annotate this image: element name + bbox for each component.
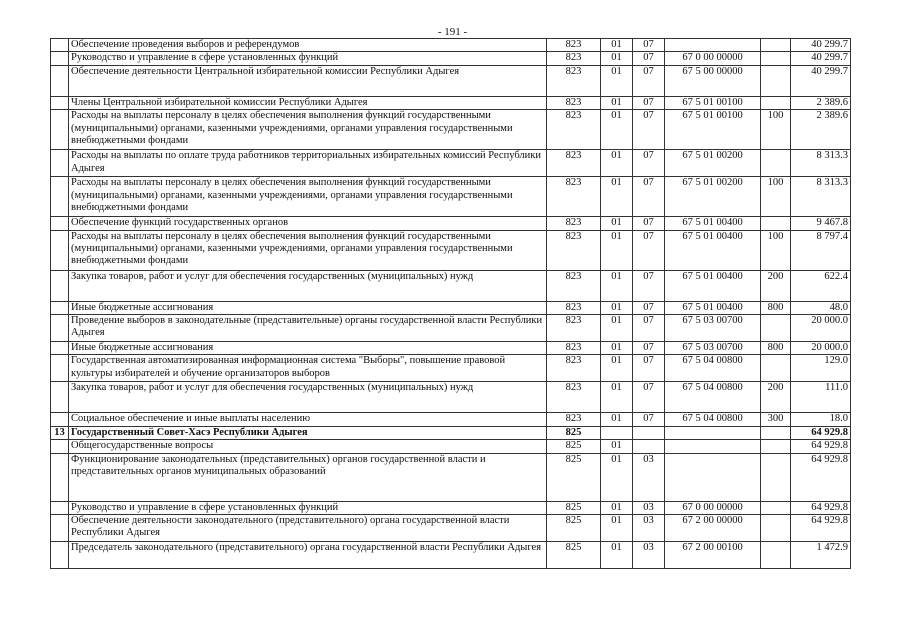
row-number (51, 96, 69, 109)
row-podrazdel: 03 (633, 515, 665, 542)
row-razdel: 01 (601, 355, 633, 382)
row-name: Государственный Совет-Хасэ Республики Адыгея (69, 426, 547, 439)
row-celevaya-statya: 67 5 01 00200 (665, 177, 761, 217)
row-celevaya-statya: 67 5 03 00700 (665, 315, 761, 342)
row-number: 13 (51, 426, 69, 439)
row-celevaya-statya: 67 5 04 00800 (665, 382, 761, 413)
row-razdel: 01 (601, 440, 633, 453)
row-number (51, 382, 69, 413)
table-row (51, 426, 851, 439)
row-celevaya-statya: 67 5 04 00800 (665, 413, 761, 426)
row-name: Общегосударственные вопросы (69, 440, 547, 453)
row-sum: 9 467.8 (791, 217, 851, 230)
row-celevaya-statya: 67 5 01 00100 (665, 110, 761, 150)
row-vid-rashodov: 200 (761, 270, 791, 301)
table-row (51, 150, 851, 177)
row-name: Председатель законодательного (представительного) органа государственной власти Республики Адыгея (69, 542, 547, 569)
row-number (51, 453, 69, 501)
row-razdel: 01 (601, 315, 633, 342)
row-name: Закупка товаров, работ и услуг для обеспечения государственных (муниципальных) нужд (69, 382, 547, 413)
row-sum: 20 000.0 (791, 315, 851, 342)
row-sum: 64 929.8 (791, 501, 851, 514)
row-vid-rashodov (761, 440, 791, 453)
row-name: Расходы на выплаты персоналу в целях обеспечения выполнения функций государственными (муниципальными) органами, казенными учреждениями, органами управления государственными внебюджетными фондами (69, 110, 547, 150)
table-row (51, 301, 851, 314)
row-celevaya-statya: 67 5 01 00400 (665, 230, 761, 270)
row-razdel: 01 (601, 413, 633, 426)
table-row (51, 270, 851, 301)
row-vedomstvo: 823 (547, 270, 601, 301)
row-sum: 40 299.7 (791, 65, 851, 96)
row-sum: 8 313.3 (791, 150, 851, 177)
table-row (51, 96, 851, 109)
row-name: Руководство и управление в сфере установленных функций (69, 52, 547, 65)
row-number (51, 217, 69, 230)
row-celevaya-statya: 67 5 04 00800 (665, 355, 761, 382)
row-razdel: 01 (601, 96, 633, 109)
row-vid-rashodov (761, 52, 791, 65)
row-name: Обеспечение деятельности законодательного (представительного) органа государственной власти Республики Адыгея (69, 515, 547, 542)
table-row (51, 542, 851, 569)
row-podrazdel: 07 (633, 96, 665, 109)
row-podrazdel: 07 (633, 39, 665, 52)
row-celevaya-statya: 67 5 01 00400 (665, 217, 761, 230)
row-celevaya-statya (665, 426, 761, 439)
row-sum: 64 929.8 (791, 426, 851, 439)
row-number (51, 542, 69, 569)
row-number (51, 52, 69, 65)
row-number (51, 501, 69, 514)
row-vedomstvo: 825 (547, 440, 601, 453)
row-podrazdel: 07 (633, 301, 665, 314)
row-celevaya-statya: 67 2 00 00100 (665, 542, 761, 569)
row-razdel: 01 (601, 342, 633, 355)
row-vid-rashodov (761, 542, 791, 569)
row-vid-rashodov: 100 (761, 230, 791, 270)
row-vedomstvo: 823 (547, 110, 601, 150)
row-sum: 2 389.6 (791, 110, 851, 150)
row-podrazdel: 07 (633, 230, 665, 270)
row-name: Функционирование законодательных (представительных) органов государственной власти и представительных органов муниципальных образований (69, 453, 547, 501)
row-vid-rashodov: 100 (761, 110, 791, 150)
row-vid-rashodov: 200 (761, 382, 791, 413)
table-row (51, 355, 851, 382)
row-number (51, 355, 69, 382)
row-podrazdel: 07 (633, 177, 665, 217)
row-name: Расходы на выплаты персоналу в целях обеспечения выполнения функций государственными (муниципальными) органами, казенными учреждениями, органами управления государственными внебюджетными фондами (69, 230, 547, 270)
row-vedomstvo: 823 (547, 65, 601, 96)
row-sum: 622.4 (791, 270, 851, 301)
row-vid-rashodov (761, 355, 791, 382)
table-row (51, 515, 851, 542)
row-razdel: 01 (601, 39, 633, 52)
row-vedomstvo: 823 (547, 315, 601, 342)
row-celevaya-statya: 67 5 00 00000 (665, 65, 761, 96)
row-number (51, 413, 69, 426)
row-number (51, 65, 69, 96)
table-row (51, 230, 851, 270)
row-vedomstvo: 825 (547, 501, 601, 514)
table-row (51, 110, 851, 150)
row-podrazdel: 07 (633, 217, 665, 230)
row-razdel: 01 (601, 52, 633, 65)
row-celevaya-statya: 67 5 01 00200 (665, 150, 761, 177)
row-name: Обеспечение функций государственных органов (69, 217, 547, 230)
table-row (51, 413, 851, 426)
row-celevaya-statya (665, 453, 761, 501)
table-row (51, 65, 851, 96)
row-sum: 40 299.7 (791, 39, 851, 52)
row-celevaya-statya: 67 0 00 00000 (665, 501, 761, 514)
table-row (51, 382, 851, 413)
row-vedomstvo: 823 (547, 413, 601, 426)
row-razdel: 01 (601, 230, 633, 270)
row-vid-rashodov (761, 39, 791, 52)
row-vedomstvo: 823 (547, 52, 601, 65)
table-body (51, 39, 851, 569)
table-row (51, 440, 851, 453)
row-podrazdel: 03 (633, 453, 665, 501)
row-celevaya-statya: 67 5 01 00400 (665, 270, 761, 301)
row-razdel: 01 (601, 301, 633, 314)
row-vedomstvo: 823 (547, 230, 601, 270)
row-podrazdel (633, 440, 665, 453)
row-sum: 64 929.8 (791, 515, 851, 542)
row-vid-rashodov: 100 (761, 177, 791, 217)
page-number: - 191 - (437, 26, 468, 38)
row-name: Государственная автоматизированная информационная система "Выборы", повышение правовой культуры избирателей и обучение организаторов выборов (69, 355, 547, 382)
budget-table (50, 38, 851, 569)
row-podrazdel: 07 (633, 413, 665, 426)
row-name: Закупка товаров, работ и услуг для обеспечения государственных (муниципальных) нужд (69, 270, 547, 301)
row-sum: 48.0 (791, 301, 851, 314)
table-row (51, 315, 851, 342)
row-podrazdel: 07 (633, 150, 665, 177)
row-number (51, 315, 69, 342)
table-row (51, 217, 851, 230)
row-sum: 2 389.6 (791, 96, 851, 109)
table-row (51, 177, 851, 217)
row-name: Иные бюджетные ассигнования (69, 301, 547, 314)
row-vid-rashodov (761, 65, 791, 96)
row-sum: 111.0 (791, 382, 851, 413)
row-name: Руководство и управление в сфере установленных функций (69, 501, 547, 514)
row-podrazdel: 07 (633, 315, 665, 342)
row-name: Члены Центральной избирательной комиссии Республики Адыгея (69, 96, 547, 109)
row-podrazdel: 07 (633, 355, 665, 382)
row-vid-rashodov (761, 501, 791, 514)
row-celevaya-statya: 67 5 03 00700 (665, 342, 761, 355)
row-podrazdel: 03 (633, 542, 665, 569)
row-vedomstvo: 823 (547, 355, 601, 382)
row-podrazdel (633, 426, 665, 439)
row-number (51, 39, 69, 52)
row-razdel (601, 426, 633, 439)
row-number (51, 301, 69, 314)
row-number (51, 515, 69, 542)
row-celevaya-statya: 67 0 00 00000 (665, 52, 761, 65)
row-razdel: 01 (601, 382, 633, 413)
row-celevaya-statya: 67 5 01 00100 (665, 96, 761, 109)
row-celevaya-statya: 67 5 01 00400 (665, 301, 761, 314)
row-vid-rashodov (761, 96, 791, 109)
row-podrazdel: 07 (633, 110, 665, 150)
row-vid-rashodov: 800 (761, 301, 791, 314)
table-row (51, 453, 851, 501)
row-vid-rashodov (761, 426, 791, 439)
row-vedomstvo: 823 (547, 217, 601, 230)
table-row (51, 501, 851, 514)
row-vedomstvo: 823 (547, 342, 601, 355)
row-vedomstvo: 825 (547, 515, 601, 542)
row-vid-rashodov (761, 453, 791, 501)
row-podrazdel: 07 (633, 65, 665, 96)
row-sum: 18.0 (791, 413, 851, 426)
row-number (51, 342, 69, 355)
row-podrazdel: 07 (633, 342, 665, 355)
row-podrazdel: 07 (633, 52, 665, 65)
row-razdel: 01 (601, 217, 633, 230)
row-vid-rashodov (761, 315, 791, 342)
row-vedomstvo: 823 (547, 301, 601, 314)
row-name: Обеспечение проведения выборов и референдумов (69, 39, 547, 52)
row-number (51, 230, 69, 270)
row-name: Социальное обеспечение и иные выплаты населению (69, 413, 547, 426)
row-celevaya-statya (665, 39, 761, 52)
row-sum: 64 929.8 (791, 440, 851, 453)
row-vedomstvo: 825 (547, 453, 601, 501)
row-podrazdel: 07 (633, 382, 665, 413)
row-razdel: 01 (601, 501, 633, 514)
row-vedomstvo: 825 (547, 426, 601, 439)
row-sum: 8 313.3 (791, 177, 851, 217)
row-vedomstvo: 823 (547, 177, 601, 217)
row-sum: 8 797.4 (791, 230, 851, 270)
row-name: Проведение выборов в законодательные (представительные) органы государственной власти Республики Адыгея (69, 315, 547, 342)
row-sum: 1 472.9 (791, 542, 851, 569)
row-razdel: 01 (601, 150, 633, 177)
row-vid-rashodov: 800 (761, 342, 791, 355)
row-vedomstvo: 823 (547, 150, 601, 177)
row-celevaya-statya: 67 2 00 00000 (665, 515, 761, 542)
row-vedomstvo: 825 (547, 542, 601, 569)
row-razdel: 01 (601, 65, 633, 96)
row-vid-rashodov (761, 217, 791, 230)
row-sum: 129.0 (791, 355, 851, 382)
row-razdel: 01 (601, 515, 633, 542)
row-number (51, 270, 69, 301)
row-vid-rashodov (761, 515, 791, 542)
row-vid-rashodov: 300 (761, 413, 791, 426)
row-vedomstvo: 823 (547, 96, 601, 109)
row-number (51, 150, 69, 177)
row-razdel: 01 (601, 110, 633, 150)
row-sum: 40 299.7 (791, 52, 851, 65)
row-celevaya-statya (665, 440, 761, 453)
table-row (51, 39, 851, 52)
row-podrazdel: 07 (633, 270, 665, 301)
row-vedomstvo: 823 (547, 382, 601, 413)
row-razdel: 01 (601, 177, 633, 217)
row-razdel: 01 (601, 270, 633, 301)
row-name: Расходы на выплаты персоналу в целях обеспечения выполнения функций государственными (муниципальными) органами, казенными учреждениями, органами управления государственными внебюджетными фондами (69, 177, 547, 217)
row-podrazdel: 03 (633, 501, 665, 514)
row-number (51, 440, 69, 453)
row-number (51, 110, 69, 150)
row-sum: 20 000.0 (791, 342, 851, 355)
row-name: Расходы на выплаты по оплате труда работников территориальных избирательных комиссий Республики Адыгея (69, 150, 547, 177)
table-row (51, 342, 851, 355)
row-name: Обеспечение деятельности Центральной избирательной комиссии Республики Адыгея (69, 65, 547, 96)
row-number (51, 177, 69, 217)
table-row (51, 52, 851, 65)
row-sum: 64 929.8 (791, 453, 851, 501)
row-name: Иные бюджетные ассигнования (69, 342, 547, 355)
row-razdel: 01 (601, 453, 633, 501)
row-vid-rashodov (761, 150, 791, 177)
row-vedomstvo: 823 (547, 39, 601, 52)
row-razdel: 01 (601, 542, 633, 569)
